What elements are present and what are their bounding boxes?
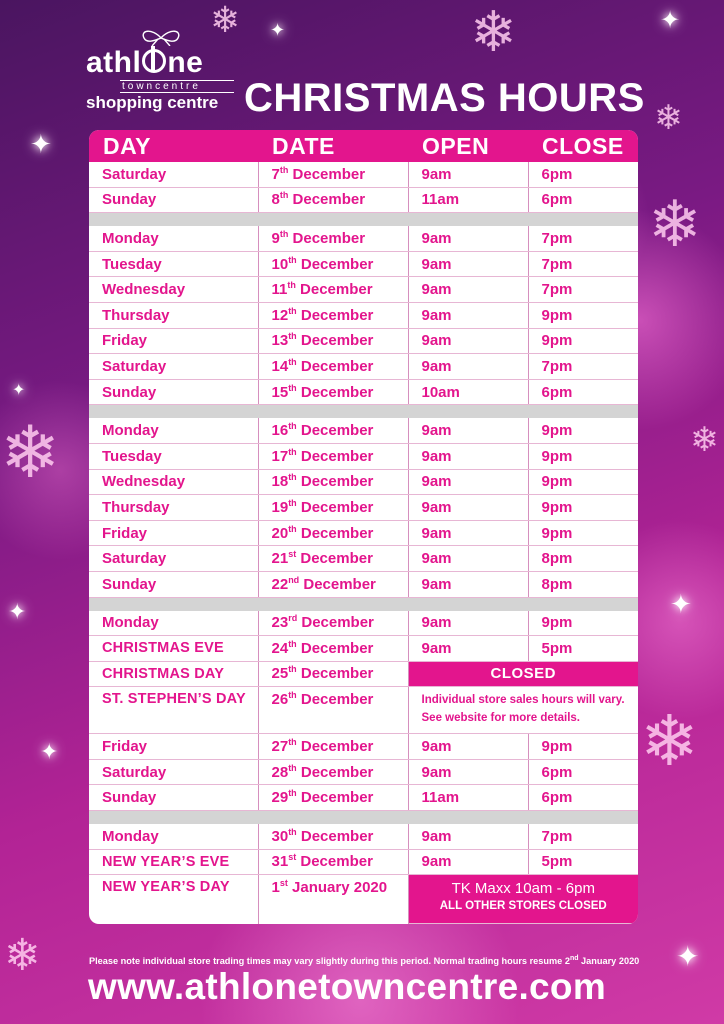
table-row	[89, 546, 638, 572]
logo-tagline: shopping centre	[86, 93, 219, 112]
open-cell: 9am	[408, 571, 528, 597]
open-cell: 9am	[408, 302, 528, 328]
day-cell: CHRISTMAS EVE	[89, 636, 258, 662]
column-header-close: CLOSE	[528, 130, 638, 162]
close-cell: 5pm	[528, 849, 638, 875]
date-cell: 31st December	[258, 849, 408, 875]
day-cell: Thursday	[89, 302, 258, 328]
date-cell: 9th December	[258, 226, 408, 251]
close-cell: 7pm	[528, 226, 638, 251]
table-row	[89, 469, 638, 495]
close-cell: 7pm	[528, 251, 638, 277]
open-cell: 9am	[408, 546, 528, 572]
table-row	[89, 824, 638, 849]
close-cell: 8pm	[528, 571, 638, 597]
sparkle-icon: ✦	[270, 20, 286, 41]
open-cell: 9am	[408, 226, 528, 251]
day-cell: Saturday	[89, 162, 258, 187]
sparkle-icon: ✦	[30, 130, 52, 160]
date-cell: 23rd December	[258, 611, 408, 636]
table-row	[89, 379, 638, 405]
day-cell: Sunday	[89, 571, 258, 597]
date-cell: 27th December	[258, 734, 408, 760]
day-cell: Friday	[89, 328, 258, 354]
close-cell: 9pm	[528, 734, 638, 760]
week-separator	[89, 213, 638, 227]
open-cell: 9am	[408, 162, 528, 187]
footnote: Please note individual store trading times may vary slightly during this period. Normal trading hours resume 2nd January 2020	[89, 955, 640, 966]
table-row	[89, 443, 638, 469]
snowflake-icon: ❄	[0, 410, 61, 494]
table-row	[89, 302, 638, 328]
table-row	[89, 187, 638, 213]
day-cell: Saturday	[89, 354, 258, 380]
day-cell: Tuesday	[89, 443, 258, 469]
snowflake-icon: ❄	[210, 0, 241, 41]
logo-subtitle: towncentre	[120, 80, 234, 93]
table-row	[89, 226, 638, 251]
power-o-icon	[142, 49, 166, 73]
week-separator	[89, 405, 638, 419]
date-cell: 1st January 2020	[258, 875, 408, 924]
open-cell: 9am	[408, 636, 528, 662]
open-cell: 9am	[408, 251, 528, 277]
logo-wordmark: athl ne	[86, 46, 204, 79]
close-cell: 9pm	[528, 495, 638, 521]
close-cell: 9pm	[528, 328, 638, 354]
close-cell: 6pm	[528, 187, 638, 213]
day-cell: Monday	[89, 824, 258, 849]
table-row	[89, 162, 638, 187]
open-cell: 9am	[408, 354, 528, 380]
date-cell: 16th December	[258, 418, 408, 443]
open-cell: 9am	[408, 328, 528, 354]
open-cell: 9am	[408, 443, 528, 469]
day-cell: Saturday	[89, 759, 258, 785]
table-row	[89, 571, 638, 597]
week-separator	[89, 811, 638, 825]
snowflake-icon: ❄	[690, 420, 719, 460]
sparkle-icon: ✦	[8, 600, 27, 625]
date-cell: 20th December	[258, 520, 408, 546]
date-cell: 8th December	[258, 187, 408, 213]
open-cell: 9am	[408, 849, 528, 875]
day-cell: CHRISTMAS DAY	[89, 661, 258, 687]
open-cell: 9am	[408, 495, 528, 521]
open-cell: 9am	[408, 759, 528, 785]
close-cell: 8pm	[528, 546, 638, 572]
day-cell: Sunday	[89, 785, 258, 811]
snowflake-icon: ❄	[4, 930, 41, 981]
table-row	[89, 661, 638, 687]
closed-badge: CLOSED	[408, 661, 638, 687]
column-header-day: DAY	[89, 130, 258, 162]
open-cell: 9am	[408, 418, 528, 443]
close-cell: 7pm	[528, 824, 638, 849]
table-header-row	[89, 130, 638, 162]
close-cell: 6pm	[528, 162, 638, 187]
open-cell: 10am	[408, 379, 528, 405]
date-cell: 21st December	[258, 546, 408, 572]
day-cell: Friday	[89, 734, 258, 760]
day-cell: Sunday	[89, 379, 258, 405]
table-row	[89, 418, 638, 443]
date-cell: 22nd December	[258, 571, 408, 597]
open-cell: 9am	[408, 469, 528, 495]
table-row	[89, 328, 638, 354]
table-row	[89, 875, 638, 924]
date-cell: 7th December	[258, 162, 408, 187]
date-cell: 19th December	[258, 495, 408, 521]
day-cell: Thursday	[89, 495, 258, 521]
table-row	[89, 759, 638, 785]
date-cell: 26th December	[258, 687, 408, 734]
date-cell: 29th December	[258, 785, 408, 811]
table-row	[89, 687, 638, 734]
close-cell: 6pm	[528, 379, 638, 405]
bow-icon	[138, 28, 184, 46]
column-header-date: DATE	[258, 130, 408, 162]
date-cell: 13th December	[258, 328, 408, 354]
day-cell: Saturday	[89, 546, 258, 572]
date-cell: 17th December	[258, 443, 408, 469]
open-cell: 9am	[408, 734, 528, 760]
sparkle-icon: ✦	[12, 380, 26, 399]
close-cell: 9pm	[528, 520, 638, 546]
table-row	[89, 785, 638, 811]
table-row	[89, 734, 638, 760]
day-cell: Monday	[89, 418, 258, 443]
table-row	[89, 251, 638, 277]
sparkle-icon: ✦	[660, 6, 681, 34]
sparkle-icon: ✦	[670, 590, 692, 620]
close-cell: 7pm	[528, 354, 638, 380]
sparkle-icon: ✦	[676, 940, 700, 973]
open-cell: 9am	[408, 824, 528, 849]
table-row	[89, 849, 638, 875]
sales-hours-note: Individual store sales hours will vary. See website for more details.	[408, 687, 638, 734]
day-cell: Friday	[89, 520, 258, 546]
date-cell: 30th December	[258, 824, 408, 849]
day-cell: Tuesday	[89, 251, 258, 277]
snowflake-icon: ❄	[648, 188, 702, 262]
date-cell: 12th December	[258, 302, 408, 328]
day-cell: Monday	[89, 226, 258, 251]
close-cell: 9pm	[528, 302, 638, 328]
date-cell: 14th December	[258, 354, 408, 380]
close-cell: 7pm	[528, 277, 638, 303]
day-cell: Monday	[89, 611, 258, 636]
close-cell: 9pm	[528, 418, 638, 443]
page-title: CHRISTMAS HOURS	[244, 76, 645, 120]
date-cell: 28th December	[258, 759, 408, 785]
table-row	[89, 611, 638, 636]
website-link[interactable]: www.athlonetowncentre.com	[88, 966, 607, 1007]
tk-maxx-hours: TK Maxx 10am - 6pm ALL OTHER STORES CLOSED	[408, 875, 638, 924]
close-cell: 6pm	[528, 785, 638, 811]
table-row	[89, 520, 638, 546]
day-cell: NEW YEAR’S EVE	[89, 849, 258, 875]
close-cell: 6pm	[528, 759, 638, 785]
day-cell: Wednesday	[89, 469, 258, 495]
open-cell: 9am	[408, 611, 528, 636]
snowflake-icon: ❄	[470, 0, 517, 65]
date-cell: 10th December	[258, 251, 408, 277]
open-cell: 11am	[408, 785, 528, 811]
day-cell: ST. STEPHEN’S DAY	[89, 687, 258, 734]
logo	[86, 36, 236, 113]
date-cell: 15th December	[258, 379, 408, 405]
day-cell: Wednesday	[89, 277, 258, 303]
table-row	[89, 636, 638, 662]
day-cell: NEW YEAR’S DAY	[89, 875, 258, 924]
hours-table	[89, 130, 638, 924]
open-cell: 9am	[408, 520, 528, 546]
sparkle-icon: ✦	[40, 740, 59, 765]
open-cell: 9am	[408, 277, 528, 303]
table-row	[89, 277, 638, 303]
table-row	[89, 354, 638, 380]
date-cell: 25th December	[258, 661, 408, 687]
close-cell: 5pm	[528, 636, 638, 662]
date-cell: 11th December	[258, 277, 408, 303]
open-cell: 11am	[408, 187, 528, 213]
table-row	[89, 495, 638, 521]
column-header-open: OPEN	[408, 130, 528, 162]
week-separator	[89, 597, 638, 611]
snowflake-icon: ❄	[640, 700, 699, 782]
day-cell: Sunday	[89, 187, 258, 213]
close-cell: 9pm	[528, 611, 638, 636]
snowflake-icon: ❄	[654, 98, 683, 138]
date-cell: 24th December	[258, 636, 408, 662]
date-cell: 18th December	[258, 469, 408, 495]
close-cell: 9pm	[528, 469, 638, 495]
close-cell: 9pm	[528, 443, 638, 469]
